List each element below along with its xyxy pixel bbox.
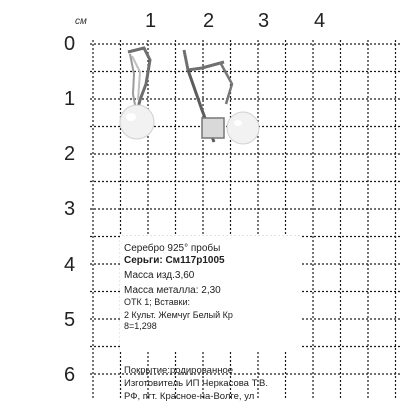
ruler-x-tick-1: 1: [145, 10, 157, 32]
address-info: РФ, пгт. Красное-на-Волге, ул: [124, 391, 255, 402]
ruler-x-tick-2: 2: [203, 10, 215, 32]
coating-info: Покрытие:родированное: [124, 365, 234, 376]
tag-metal-weight-line: Масса металла: 2,30: [124, 285, 221, 296]
tag-weight-line: Масса изд.3,60: [124, 270, 195, 281]
maker-info: Изготовитель ИП Черкасова Т.В.: [124, 378, 268, 389]
ruler-y-tick-5: 5: [64, 309, 76, 331]
ruler-y-tick-6: 6: [64, 364, 76, 386]
ruler-y-tick-2: 2: [64, 143, 76, 165]
tag-article-line: Серьги: Cм117р1005: [124, 255, 225, 266]
ruler-y-tick-0: 0: [64, 33, 76, 55]
ruler-x-tick-3: 3: [258, 10, 270, 32]
ruler-unit-label: см: [75, 16, 87, 27]
ruler-x-tick-4: 4: [314, 10, 326, 32]
ruler-y-tick-3: 3: [64, 198, 76, 220]
tag-otk-line: ОТК 1; Вставки:: [124, 297, 191, 307]
tag-carat-line: 8=1,298: [124, 321, 157, 331]
ruler-y-tick-1: 1: [64, 88, 76, 110]
tag-metal-line: Серебро 925° пробы: [124, 243, 221, 254]
tag-inserts-line: 2 Культ. Жемчуг Белый Кр: [124, 310, 233, 320]
earring-left: [120, 48, 154, 139]
ruler-y-tick-4: 4: [64, 254, 76, 276]
earring-right: [184, 50, 259, 144]
